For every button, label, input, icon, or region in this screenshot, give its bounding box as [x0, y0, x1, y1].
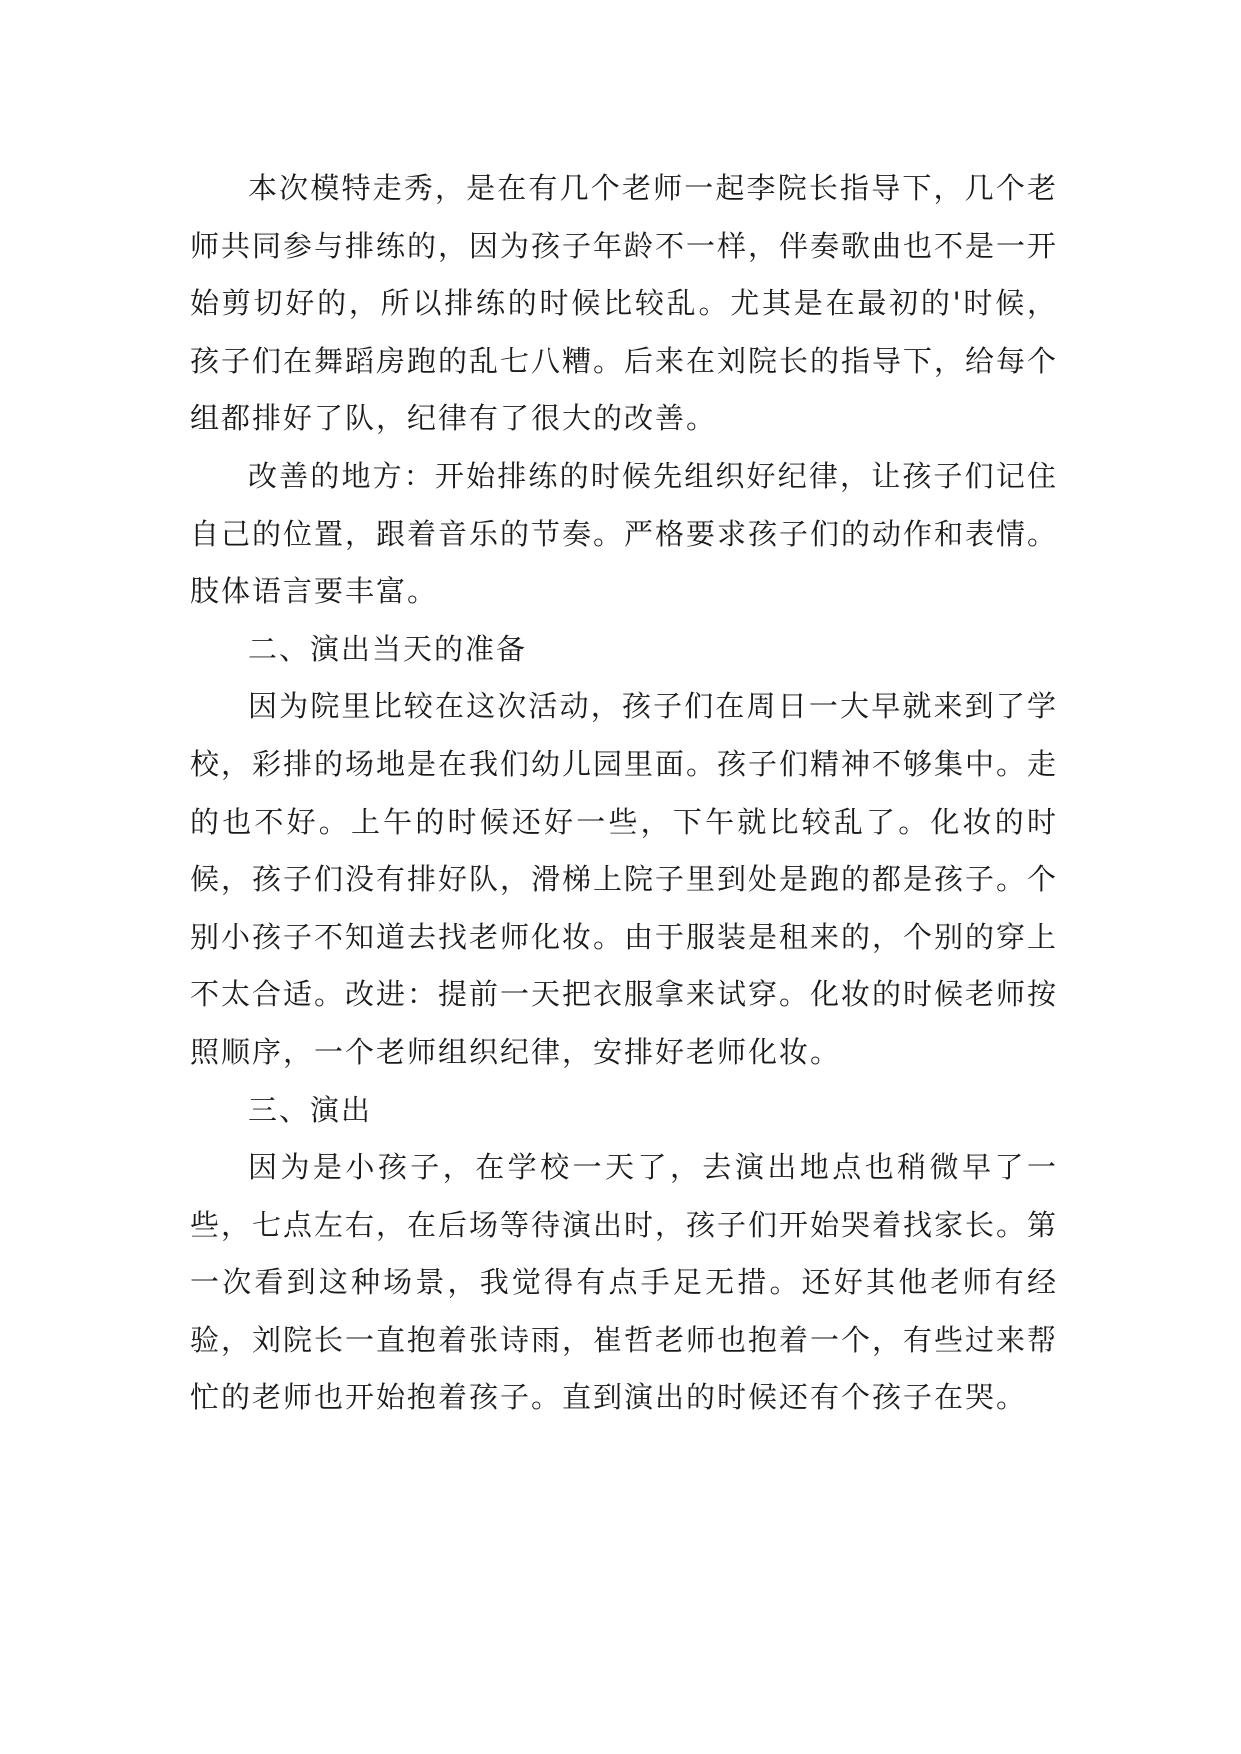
section-heading-preparation: 二、演出当天的准备	[248, 631, 528, 666]
paragraph-rehearsal: 本次模特走秀，是在有几个老师一起李院长指导下，几个老师共同参与排练的，因为孩子年龄不一样，伴奏歌曲也不是一开始剪切好的，所以排练的时候比较乱。尤其是在最初的'时候，孩子们在舞蹈房跑的乱七八糟。后来在刘院长的指导下，给每个组都排好了队，纪律有了很大的改善。	[190, 171, 1059, 436]
section-heading-performance: 三、演出	[248, 1092, 373, 1127]
paragraph-performance: 因为是小孩子，在学校一天了，去演出地点也稍微早了一些，七点左右，在后场等待演出时，孩子们开始哭着找家长。第一次看到这种场景，我觉得有点手足无措。还好其他老师有经验，刘院长一直抱着张诗雨，崔哲老师也抱着一个，有些过来帮忙的老师也开始抱着孩子。直到演出的时候还有个孩子在哭。	[190, 1150, 1059, 1415]
paragraph-improvements: 改善的地方：开始排练的时候先组织好纪律，让孩子们记住自己的位置，跟着音乐的节奏。严格要求孩子们的动作和表情。肢体语言要丰富。	[190, 458, 1059, 609]
paragraph-preparation: 因为院里比较在这次活动，孩子们在周日一大早就来到了学校，彩排的场地是在我们幼儿园里面。孩子们精神不够集中。走的也不好。上午的时候还好一些，下午就比较乱了。化妆的时候，孩子们没有排好队，滑梯上院子里到处是跑的都是孩子。个别小孩子不知道去找老师化妆。由于服装是租来的，个别的穿上不太合适。改进：提前一天把衣服拿来试穿。化妆的时候老师按照顺序，一个老师组织纪律，安排好老师化妆。	[190, 689, 1059, 1069]
document-page	[190, 160, 1058, 1427]
